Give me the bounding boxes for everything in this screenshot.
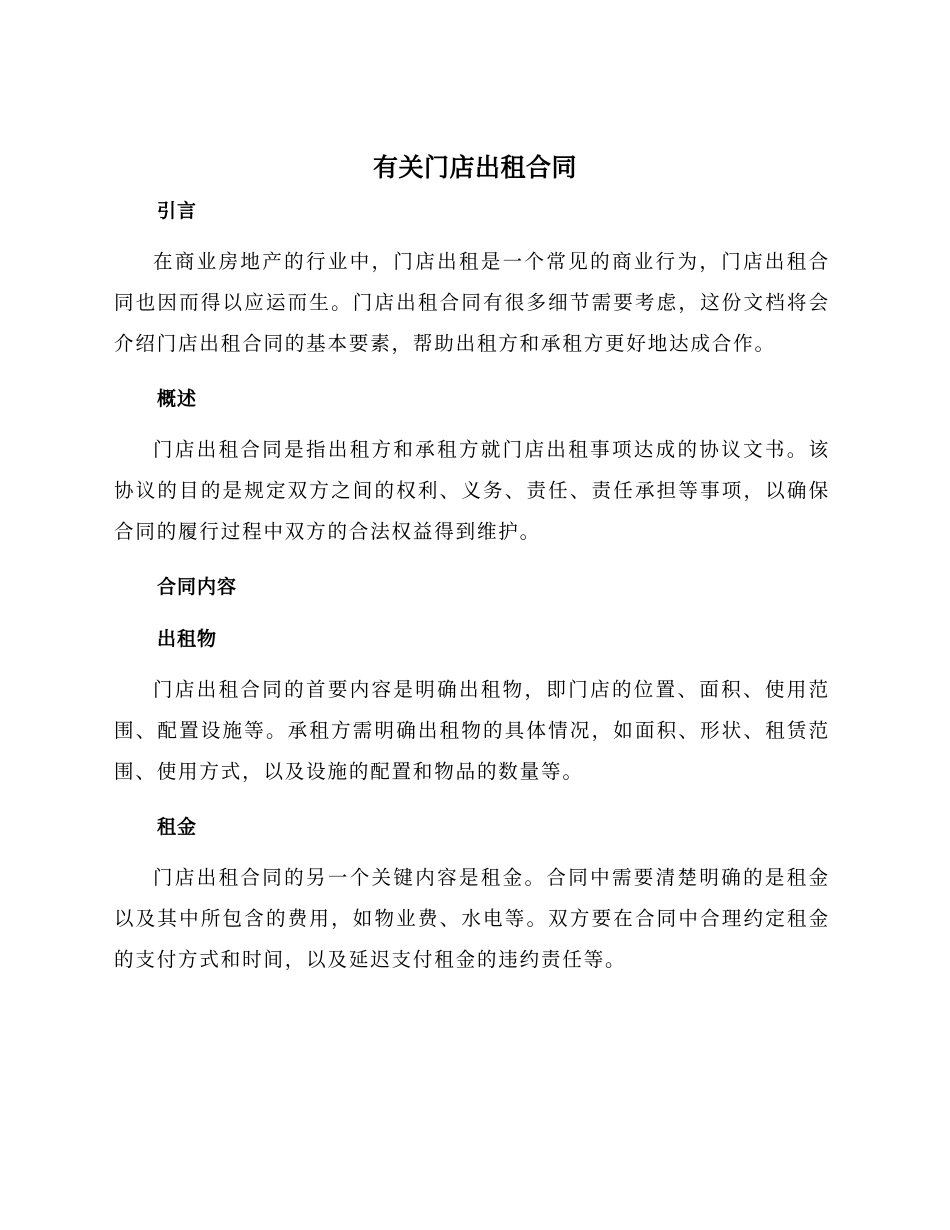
section-paragraph-rent: 门店出租合同的另一个关键内容是租金。合同中需要清楚明确的是租金以及其中所包含的费用，如物业费、水电等。双方要在合同中合理约定租金的支付方式和时间，以及延迟支付租金的违约责任等。 bbox=[114, 866, 830, 971]
section-paragraph-introduction: 在商业房地产的行业中，门店出租是一个常见的商业行为，门店出租合同也因而得以应运而生。门店出租合同有很多细节需要考虑，这份文档将会介绍门店出租合同的基本要素，帮助出租方和承租方更好地达成合作。 bbox=[114, 250, 830, 355]
section-heading-overview: 概述 bbox=[157, 388, 198, 410]
section-paragraph-rental-property: 门店出租合同的首要内容是明确出租物，即门店的位置、面积、使用范围、配置设施等。承租方需明确出租物的具体情况，如面积、形状、租赁范围、使用方式，以及设施的配置和物品的数量等。 bbox=[114, 678, 830, 783]
section-paragraph-overview: 门店出租合同是指出租方和承租方就门店出租事项达成的协议文书。该协议的目的是规定双方之间的权利、义务、责任、责任承担等事项，以确保合同的履行过程中双方的合法权益得到维护。 bbox=[114, 438, 830, 543]
document-title: 有关门店出租合同 bbox=[372, 153, 577, 182]
section-heading-contract-contents: 合同内容 bbox=[157, 576, 238, 598]
section-heading-rental-property: 出租物 bbox=[157, 628, 218, 650]
section-heading-rent: 租金 bbox=[157, 816, 198, 838]
section-heading-introduction: 引言 bbox=[157, 200, 198, 222]
